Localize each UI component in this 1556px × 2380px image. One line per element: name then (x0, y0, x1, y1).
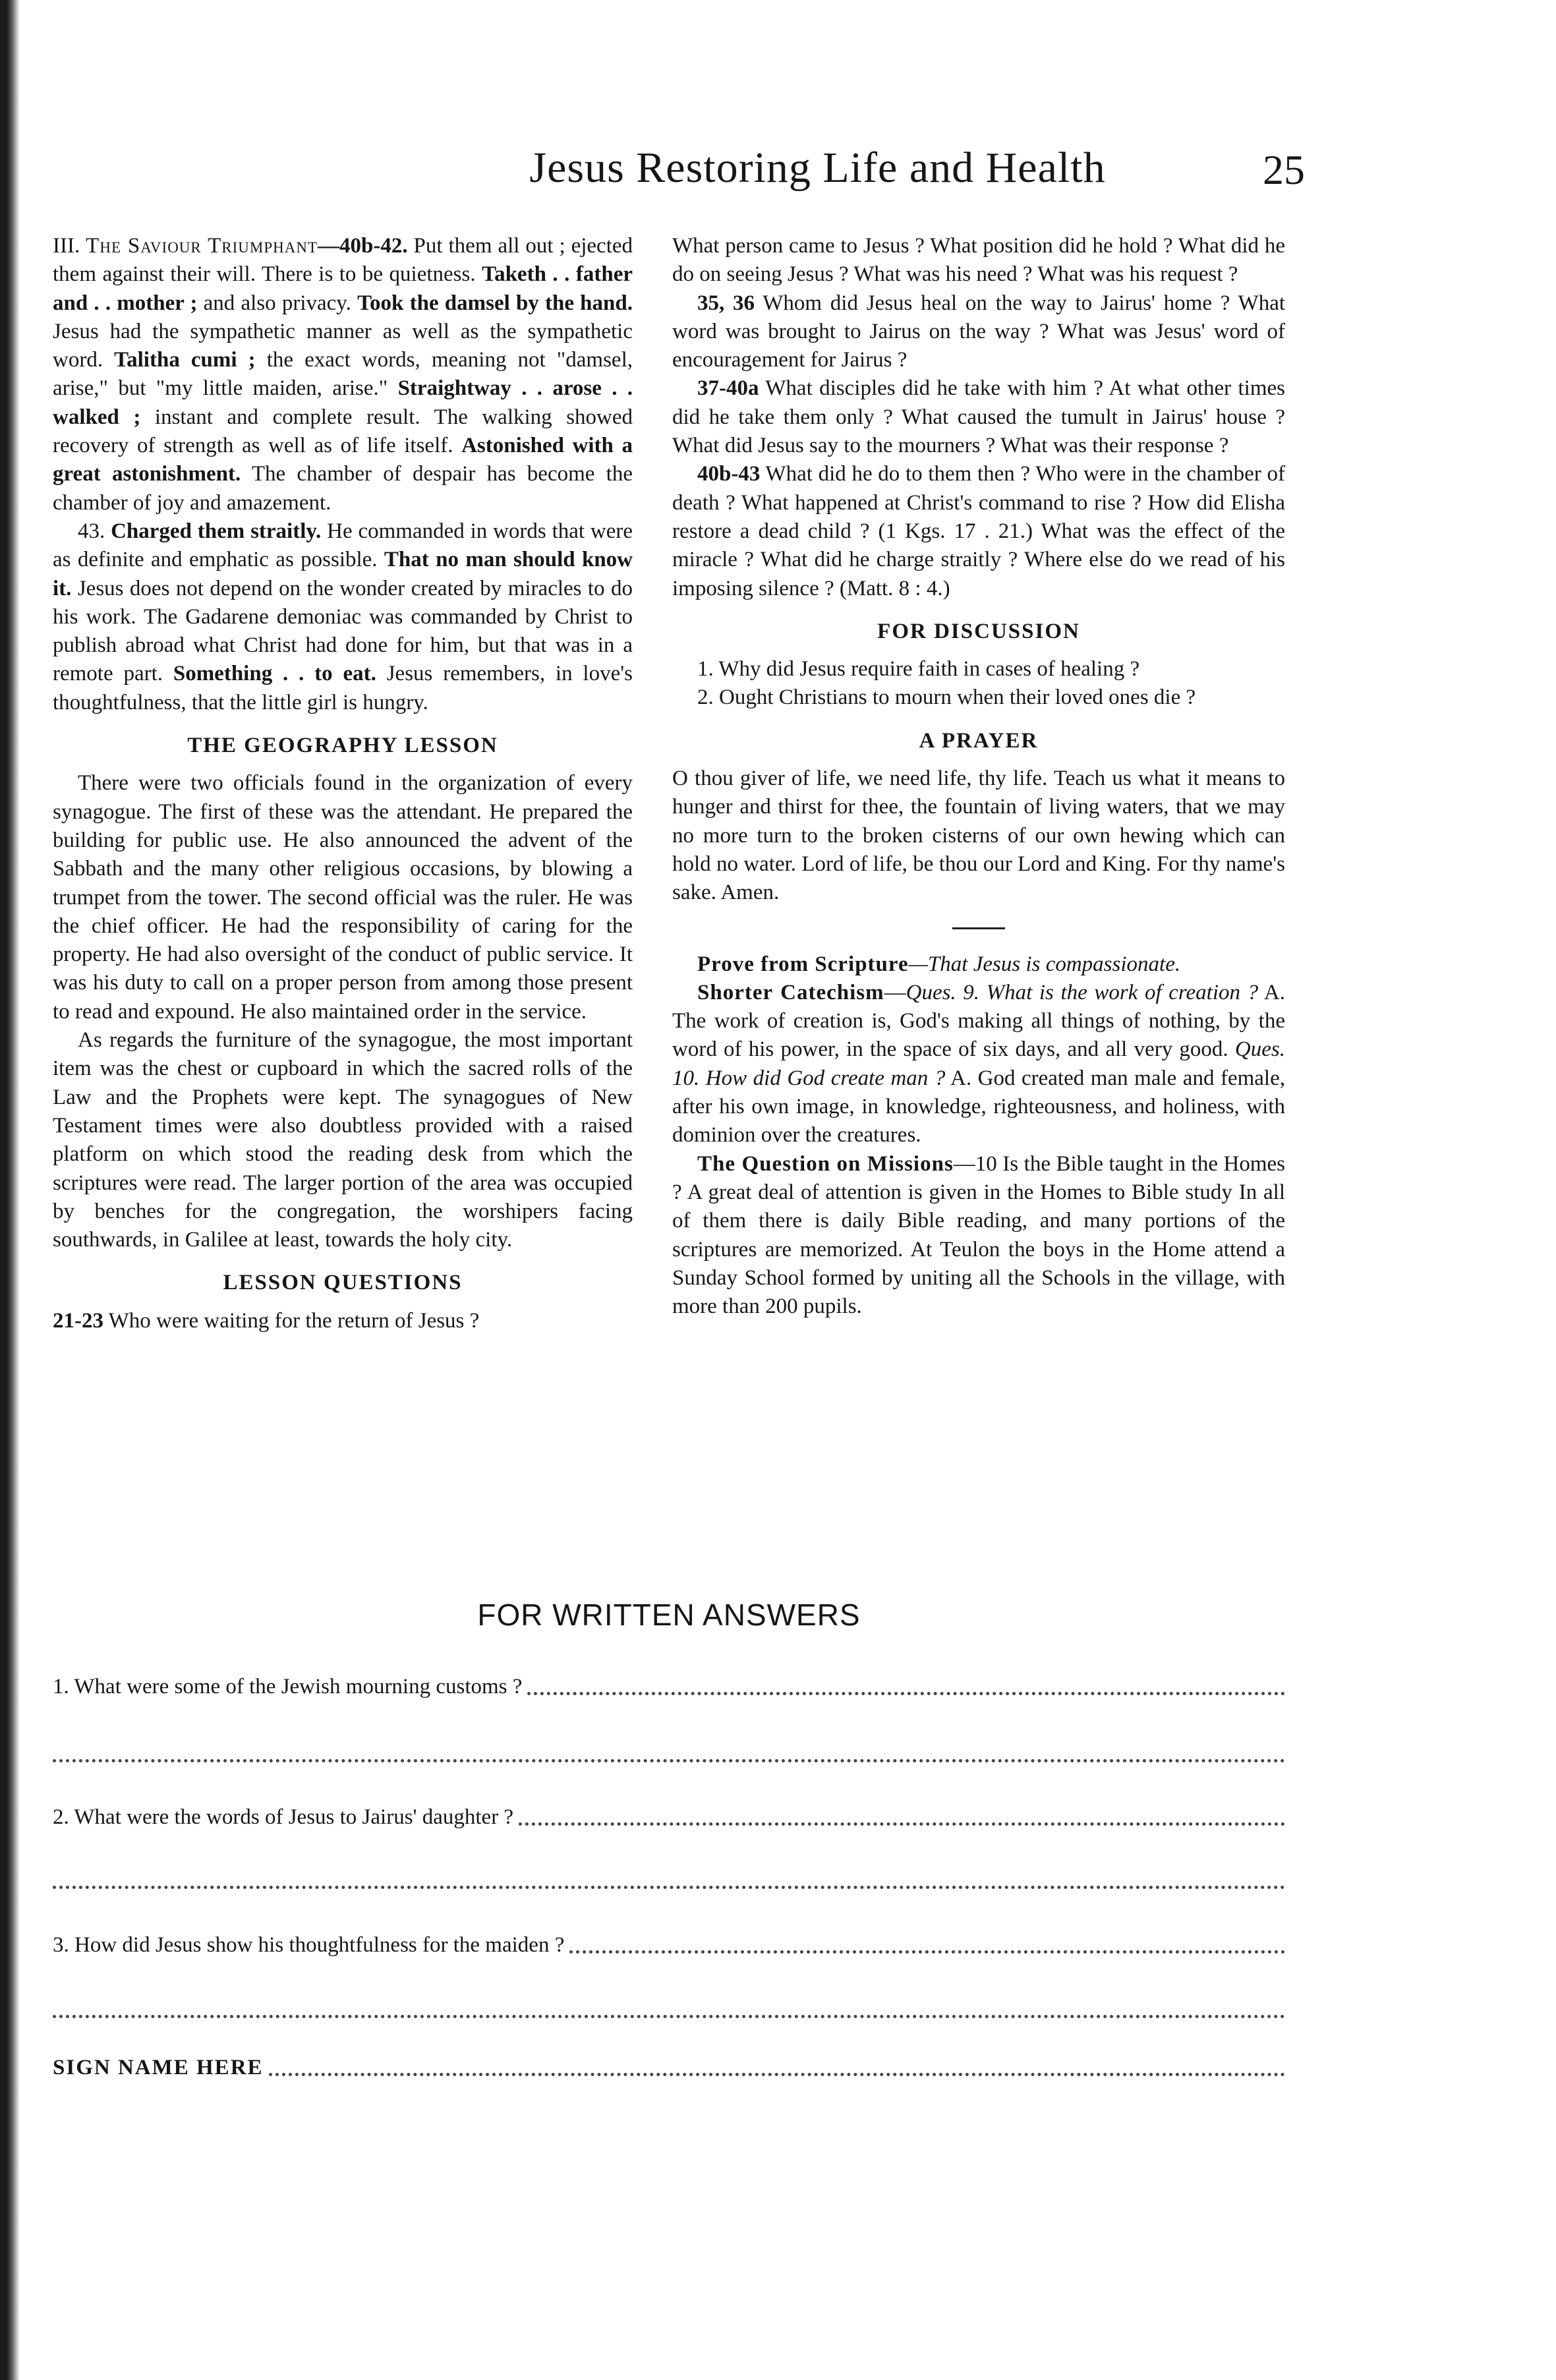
sign-name-label: SIGN NAME HERE (53, 2056, 264, 2079)
text-run: He commanded in words that were as definite and emphatic as possible. (53, 519, 633, 572)
discussion-item-1: 1. Why did Jesus require faith in cases of healing ? (697, 657, 1140, 682)
section-three-body (53, 234, 633, 515)
page-number: 25 (1263, 146, 1305, 193)
geography-paragraph-2: As regards the furniture of the synagogue, the most important item was the chest or cupboard in which the sacred rolls of the Law and the Prophets were kept. The synagogues of New Testament times were also doubtless provided with a raised platform on which stood the reading desk from which the scriptures were read. The larger portion of the area was occupied by benches for the congregation, the worshipers facing southwards, in Galilee at least, towards the holy city. (53, 1028, 633, 1252)
lesson-question-4 (672, 460, 1285, 602)
section-heading: The Saviour Triumphant (86, 234, 318, 258)
prayer-heading: A PRAYER (919, 728, 1039, 753)
lesson-question-3 (672, 374, 1285, 460)
text-run: Jesus remembers, in love's thoughtfulness, that the little girl is hungry. (53, 662, 633, 714)
question-text: Whom did Jesus heal on the way to Jairus' home ? What word was brought to Jairus on the way ? What was Jesus' word of encouragement for Jairus ? (672, 291, 1286, 372)
written-answers-heading: FOR WRITTEN ANSWERS (477, 1598, 861, 1632)
running-head: Jesus Restoring Life and Health (529, 144, 1106, 192)
question-text: What did he do to them then ? Who were in the chamber of death ? What happened at Christ's command to rise ? How did Elisha restore a dead child ? (1 Kgs. 17 . 21.) What was the effect of the miracle ? What did he charge straitly ? Where else do we read of his imposing silence ? (Matt. 8 : 4.) (672, 462, 1285, 600)
written-question-text: 2. What were the words of Jesus to Jairus' daughter ? (53, 1805, 514, 1829)
lesson-question-2 (672, 289, 1285, 375)
bold-phrase: Took the damsel by the hand. (357, 291, 633, 315)
discussion-heading: FOR DISCUSSION (877, 619, 1080, 643)
written-question-text: 3. How did Jesus show his thoughtfulness for the maiden ? (53, 1933, 565, 1957)
text-run: and also privacy. (197, 291, 358, 315)
bold-phrase: Something . . to eat. (173, 662, 376, 686)
written-question-3 (53, 1930, 1285, 1960)
bold-phrase: That no man should know it. (53, 548, 633, 600)
book-spine-edge (0, 0, 20, 2380)
answer-line[interactable] (53, 1739, 1285, 1769)
italic-phrase: Ques. 9. What is the work of creation ? (906, 980, 1259, 1004)
right-column (672, 232, 1285, 1321)
answer-line[interactable] (53, 1994, 1285, 2025)
answer-line[interactable] (527, 1692, 1285, 1695)
section-reference: —40b-42. (318, 234, 408, 258)
answer-dots (53, 2015, 1285, 2018)
question-ref: 37-40a (697, 376, 759, 401)
question-text: What disciples did he take with him ? At what other times did he take them only ? What caused the tumult in Jairus' house ? What did Jesus say to the mourners ? What was their response ? (672, 376, 1285, 458)
prayer-text: O thou giver of life, we need life, thy life. Teach us what it means to hunger and thirst for thee, the fountain of living waters, that we may no more turn to the broken cisterns of our own hewing which can hold no water. Lord of life, be thou our Lord and King. For thy name's sake. Amen. (672, 767, 1285, 905)
signature-field[interactable] (269, 2073, 1285, 2076)
written-question-1 (53, 1671, 1285, 1702)
bold-phrase: Astonished with a great astonishment. (53, 434, 633, 486)
shorter-catechism (672, 979, 1285, 1150)
text-run: instant and complete result. The walking showed recovery of strength as well as of life itself. (53, 405, 633, 458)
text-run: Jesus does not depend on the wonder created by miracles to do his work. The Gadarene demoniac was commanded by Christ to publish abroad what Christ had done for him, but that was in a remote part. (53, 576, 633, 686)
text-run: The chamber of despair has become the chamber of joy and amazement. (53, 462, 633, 515)
answer-line[interactable] (53, 1865, 1285, 1896)
lesson-question-1-continued: What person came to Jesus ? What position did he hold ? What did he do on seeing Jesus ? What was his need ? What was his request ? (672, 234, 1285, 287)
text-run: A. God created man male and female, after his own image, in knowledge, righteousness, and holiness, with dominion over the creatures. (672, 1066, 1286, 1147)
bold-phrase: Taketh . . father and . . mother ; (53, 262, 633, 315)
answer-line[interactable] (519, 1822, 1285, 1826)
bold-phrase: Straightway . . arose . . walked ; (53, 376, 633, 429)
lesson-questions-heading: LESSON QUESTIONS (223, 1271, 463, 1295)
left-column (53, 232, 633, 1335)
missions-text: —10 Is the Bible taught in the Homes ? A great deal of attention is given in the Homes to Bible study In all of them there is daily Bible reading, and many portions of the scriptures are memorized. At Teulon the boys in the Home attend a Sunday School formed by uniting all the Schools in the village, with more than 200 pupils. (672, 1151, 1285, 1319)
signature-line (53, 2052, 1285, 2083)
catechism-label: Shorter Catechism (697, 980, 884, 1004)
text-run: the exact words, meaning not "damsel, arise," but "my little maiden, arise." (53, 348, 633, 401)
bold-phrase: Charged them straitly. (111, 519, 322, 543)
section-number: III. (53, 234, 80, 258)
answer-dots (53, 1886, 1285, 1889)
discussion-item-2: 2. Ought Christians to mourn when their loved ones die ? (697, 685, 1196, 710)
section-divider (952, 927, 1005, 929)
prove-text: —That Jesus is compassionate. (908, 952, 1181, 976)
section-three-paragraph (53, 232, 633, 517)
italic-phrase: Ques. 10. How did God create man ? (672, 1037, 1285, 1090)
geography-paragraph-1: There were two officials found in the organization of every synagogue. The first of these was the attendant. He prepared the building for public use. He also announced the advent of the Sabbath and the many other religious occasions, by blowing a trumpet from the tower. The second official was the ruler. He was the chief officer. He had the responsibility of caring for the property. He had also oversight of the conduct of public service. It was his duty to call on a proper person from among those present to read and expound. He also maintained order in the service. (53, 771, 633, 1024)
question-ref: 21-23 (53, 1308, 103, 1333)
text-run: Jesus had the sympathetic manner as well as the sympathetic word. (53, 319, 633, 372)
geography-heading: THE GEOGRAPHY LESSON (187, 734, 498, 758)
catechism-body (672, 981, 1285, 1147)
prove-from-scripture (672, 950, 1285, 979)
answer-dots (53, 1759, 1285, 1762)
missions-label: The Question on Missions (697, 1151, 954, 1176)
text-run: 43. (78, 519, 111, 543)
answer-line[interactable] (569, 1950, 1285, 1954)
text-run: A. The work of creation is, God's making all things of nothing, by the word of his power, in the space of six days, and all very good. (672, 980, 1285, 1062)
text-run: — (884, 980, 906, 1004)
lesson-question-1 (53, 1307, 633, 1335)
question-ref: 40b-43 (697, 462, 761, 486)
written-question-text: 1. What were some of the Jewish mourning customs ? (53, 1675, 523, 1698)
bold-phrase: Talitha cumi ; (114, 348, 256, 372)
question-text: Who were waiting for the return of Jesus ? (103, 1308, 480, 1333)
prove-label: Prove from Scripture (697, 952, 909, 976)
written-question-2 (53, 1802, 1285, 1832)
question-ref: 35, 36 (697, 291, 755, 315)
verse-43-paragraph (53, 517, 633, 717)
missions-question (672, 1150, 1285, 1321)
text-run: Put them all out ; ejected them against their will. There is to be quietness. (53, 234, 633, 287)
